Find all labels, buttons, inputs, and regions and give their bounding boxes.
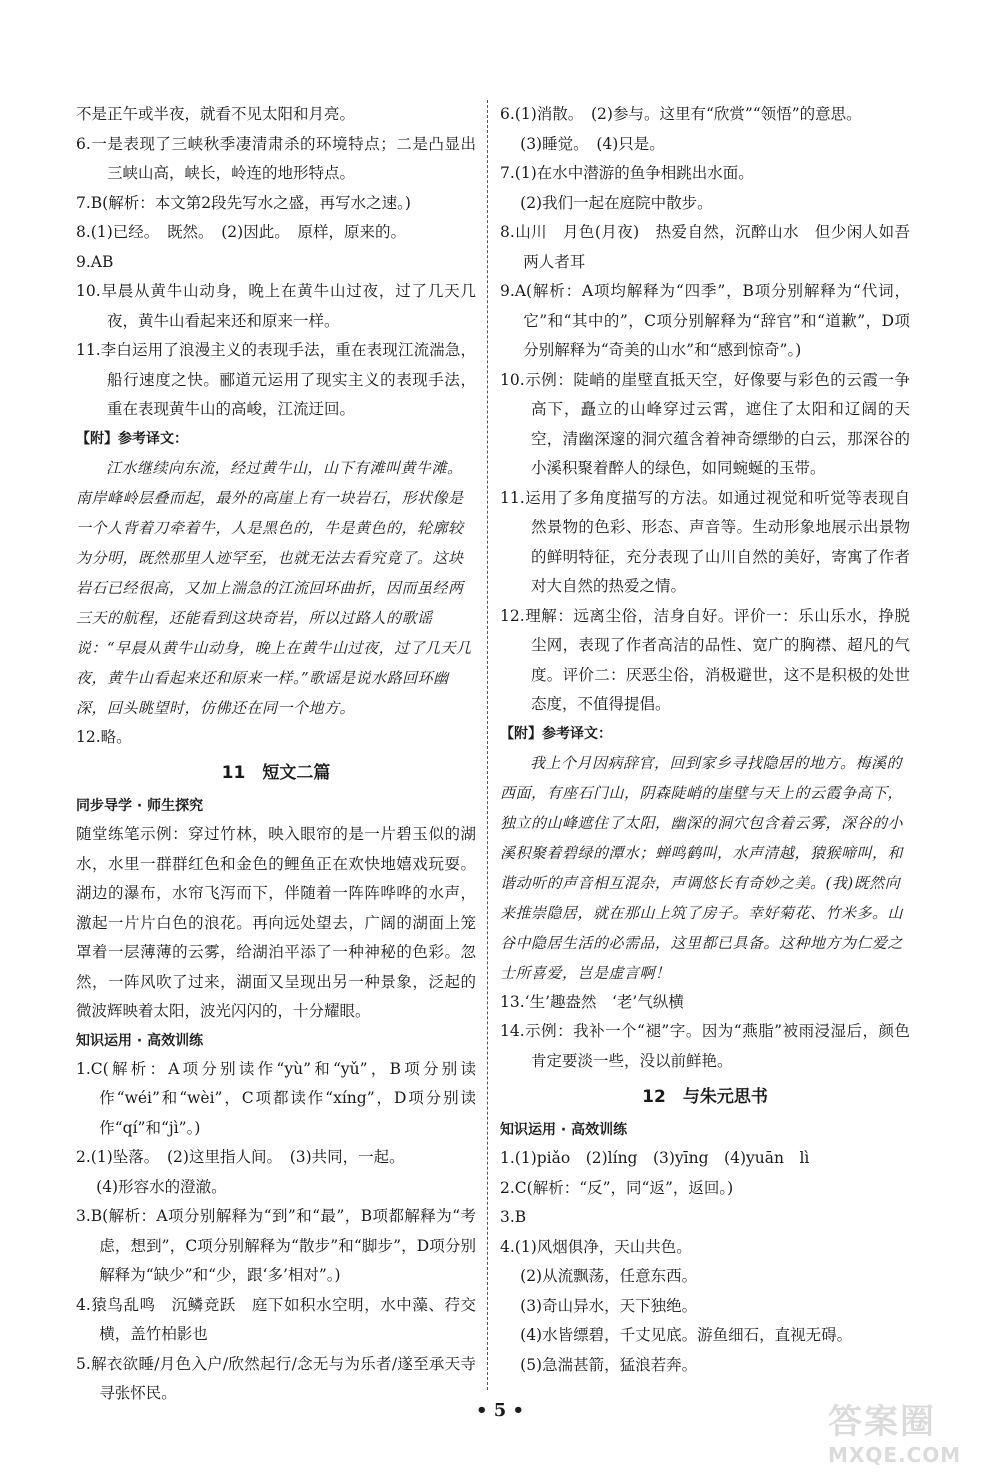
answer-line: 13.‘生’趣盎然 ‘老’气纵横 xyxy=(500,992,684,1011)
reference-translation: 我上个月因病辞官，回到家乡寻找隐居的地方。梅溪的西面，有座石门山，阴森陡峭的崖壁与天上的云霞争高下，独立的山峰遮住了太阳，幽深的洞穴包含着云雾，深谷的小溪积聚着碧绿的潭水；蝉鸣鹤叫，水声清越，猿猴啼叫，和谐动听的声音相互混杂，声调悠长有奇妙之美。(我)既然向来推崇隐居，就在那山上筑了房子。幸好菊花、竹米多。山谷中隐居生活的必需品，这里都已具备。这种地方为仁爱之士所喜爱，岂是虚言啊！ xyxy=(500,753,904,982)
answer-line: 7.(1)在水中潜游的鱼争相跳出水面。 xyxy=(500,164,754,182)
answer-line: (4)水皆缥碧，千丈见底。游鱼细石，直视无碍。 xyxy=(520,1326,853,1344)
answer-line: 7.B(解析：本文第2段先写水之盛，再写水之速。) xyxy=(76,193,411,212)
column-divider xyxy=(487,100,488,1390)
answer-line: (4)形容水的澄澈。 xyxy=(96,1177,227,1196)
watermark xyxy=(828,1394,978,1467)
answer-line: (2)我们一起在庭院中散步。 xyxy=(520,193,713,212)
answer-line: (3)睡觉。 (4)只是。 xyxy=(520,134,665,153)
answer-line: 不是正午或半夜，就看不见太阳和月亮。 xyxy=(76,105,356,123)
answer-line: 11.运用了多角度描写的方法。如通过视觉和听觉等表现自然景物的色彩、形态、声音等。生动形象地展示出景物的鲜明特征，充分表现了山川自然的美好，寄寓了作者对大自然的热爱之情。 xyxy=(500,488,910,595)
answer-line: 1.C(解析：A项分别读作“yù”和“yǔ”，B项分别读作“wéi”和“wèi”，C项都读作“xíng”，D项分别读作“qí”和“jì”。) xyxy=(76,1059,476,1137)
left-column xyxy=(76,100,476,1409)
page-number: • 5 • xyxy=(475,1400,525,1421)
section-title: 12 与朱元思书 xyxy=(642,1087,768,1107)
answer-line: 8.(1)已经。 既然。 (2)因此。 原样，原来的。 xyxy=(76,223,406,241)
watermark-url: MXQE.COM xyxy=(828,1443,962,1467)
answer-line: 10.示例：陡峭的崖壁直抵天空，好像要与彩色的云霞一争高下，矗立的山峰穿过云霄，遮住了太阳和辽阔的天空，清幽深邃的洞穴蕴含着神奇缥缈的白云，那深谷的小溪积聚着醉人的绿色，如同蜿蜒的玉带。 xyxy=(500,370,910,477)
answer-line: 6.(1)消散。 (2)参与。这里有“欣赏”“领悟”的意思。 xyxy=(500,105,862,123)
answer-line: 3.B(解析：A项分别解释为“到”和“最”，B项都解释为“考虑，想到”，C项分别解释为“散步”和“脚步”，D项分别解释为“缺少”和“少，跟‘多’相对”。) xyxy=(76,1207,476,1284)
answer-line: 9.AB xyxy=(76,252,114,271)
answer-line: (2)从流飘荡，任意东西。 xyxy=(520,1267,698,1285)
answer-line: 10.早晨从黄牛山动身，晚上在黄牛山过夜，过了几天几夜，黄牛山看起来还和原来一样。 xyxy=(76,282,476,330)
answer-line: 2.C(解析：“反”，同“返”，返回。) xyxy=(500,1178,734,1197)
right-column xyxy=(500,100,910,1380)
answer-line: 5.解衣欲睡/月色入户/欣然起行/念无与为乐者/遂至承天寺寻张怀民。 xyxy=(76,1354,476,1402)
answer-line: 14.示例：我补一个“褪”字。因为“燕脂”被雨浸湿后，颜色肯定要淡一些，没以前鲜艳。 xyxy=(500,1022,910,1070)
answer-line: (3)奇山异水，天下独绝。 xyxy=(520,1296,698,1315)
answer-line: 2.(1)坠落。 (2)这里指人间。 (3)共同，一起。 xyxy=(76,1148,405,1166)
answer-line: 12.略。 xyxy=(76,727,132,746)
answer-line: (5)急湍甚箭，猛浪若奔。 xyxy=(520,1355,698,1374)
appendix-label: 【附】参考译文： xyxy=(500,725,612,742)
appendix-label: 【附】参考译文： xyxy=(76,430,188,447)
answer-line: 4.猿鸟乱鸣 沉鳞竞跃 庭下如积水空明，水中藻、荇交横，盖竹柏影也 xyxy=(76,1295,476,1343)
subsection-heading: 知识运用 · 高效训练 xyxy=(500,1122,628,1138)
subsection-heading: 知识运用 · 高效训练 xyxy=(76,1032,204,1049)
answer-line: 12.理解：远离尘俗，洁身自好。评价一：乐山乐水，挣脱尘网，表现了作者高洁的品性、宽广的胸襟、超凡的气度。评价二：厌恶尘俗，消极避世，这不是积极的处世态度，不值得提倡。 xyxy=(500,606,910,713)
answer-line: 1.(1)piǎo (2)líng (3)yīng (4)yuān lì xyxy=(500,1149,810,1167)
answer-line: 3.B xyxy=(500,1208,527,1226)
answer-line: 6.一是表现了三峡秋季凄清肃杀的环境特点；二是凸显出三峡山高，峡长，岭连的地形特点。 xyxy=(76,134,476,182)
answer-line: 11.李白运用了浪漫主义的表现手法，重在表现江流湍急，船行速度之快。郦道元运用了现实主义的表现手法，重在表现黄牛山的高峻，江流迂回。 xyxy=(76,341,476,418)
answer-line: 8.山川 月色(月夜) 热爱自然，沉醉山水 但少闲人如吾两人者耳 xyxy=(500,223,910,271)
subsection-heading: 同步导学 · 师生探究 xyxy=(76,798,204,814)
reference-translation: 江水继续向东流，经过黄牛山，山下有滩叫黄牛滩。南岸峰岭层叠而起，最外的高崖上有一块岩石，形状像是一个人背着刀牵着牛，人是黑色的，牛是黄色的，轮廓较为分明，既然那里人迹罕至，也就无法去看究竟了。这块岩石已经很高，又加上湍急的江流回环曲折，因而虽经两三天的航程，还能看到这块奇岩，所以过路人的歌谣说：“早晨从黄牛山动身，晚上在黄牛山过夜，过了几天几夜，黄牛山看起来还和原来一样。”歌谣是说水路回环幽深，回头眺望时，仿佛还在同一个地方。 xyxy=(76,458,472,717)
watermark-logo: 答案圈 xyxy=(828,1402,936,1442)
sample-writing: 随堂练笔示例：穿过竹林，映入眼帘的是一片碧玉似的湖水，水里一群群红色和金色的鲤鱼正在欢快地嬉戏玩耍。湖边的瀑布，水帘飞泻而下，伴随着一阵阵哗哗的水声，激起一片片白色的浪花。再向远处望去，广阔的湖面上笼罩着一层薄薄的云雾，给湖泊平添了一种神秘的色彩。忽然，一阵风吹了过来，湖面又呈现出另一种景象，泛起的微波辉映着太阳，波光闪闪的，十分耀眼。 xyxy=(76,825,476,1020)
section-title: 11 短文二篇 xyxy=(221,763,331,783)
answer-line: 9.A(解析：A项均解释为“四季”，B项分别解释为“代词，它”和“其中的”，C项分别解释为“辞官”和“道歉”，D项分别解释为“奇美的山水”和“感到惊奇”。) xyxy=(500,282,910,359)
answer-line: 4.(1)风烟俱净，天山共色。 xyxy=(500,1237,692,1256)
